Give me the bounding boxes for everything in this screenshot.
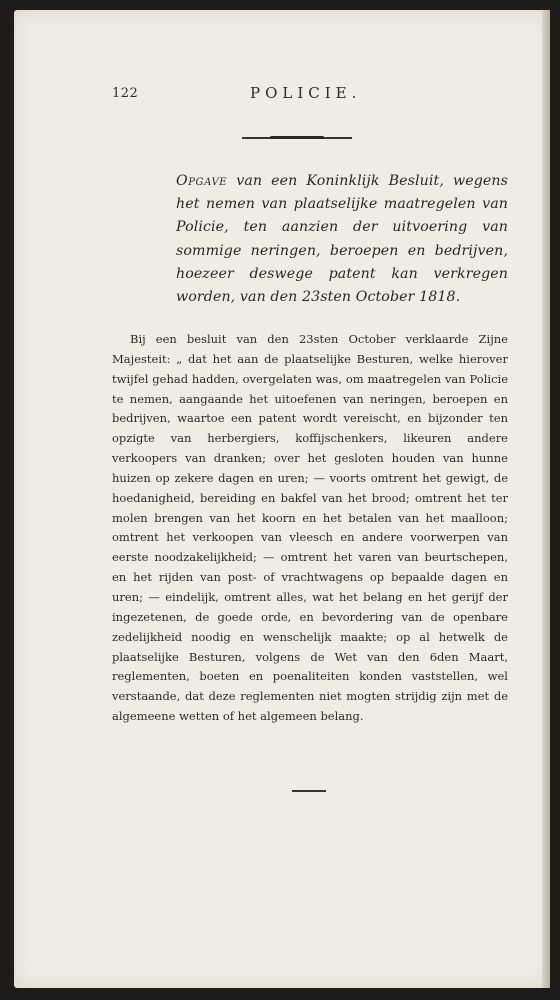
running-head: POLICIE.: [250, 84, 362, 102]
page-edge: [542, 10, 550, 988]
heading-lead-word: Opgave: [176, 173, 228, 189]
page-number: 122: [112, 86, 139, 101]
body-paragraph: Bij een besluit van den 23sten October verklaarde Zijne Majesteit: „ dat het aan de plaatselijke Besturen, welke hierover twijfel gehad hadden, overgelaten was, om maatregelen van Policie te nemen, aangaande het uitoefenen van neringen, beroepen en bedrijven, waartoe een patent wordt vereischt, en bijzonder ten opzigte van herbergiers, koffijschenkers, likeuren andere verkoopers van dranken; over het gesloten houden van hunne huizen op zekere dagen en uren; — voorts omtrent het gewigt, de hoedanigheid, bereiding en bakfel van het brood; omtrent het ter molen brengen van het koorn en het betalen van het maalloon; omtrent het verkoopen van vleesch en andere voorwerpen van eerste noodzakelijkheid; — omtrent het varen van beurtschepen, en het rijden van post- of vrachtwagens op bepaalde dagen en uren; — eindelijk, omtrent alles, wat het belang en het gerijf der ingezetenen, de goede orde, en bevordering van de openbare zedelijkheid noodig en wenschelijk maakte; op al hetwelk de plaatselijke Besturen, volgens de Wet van den 6den Maart, reglementen, boeten en poenaliteiten konden vaststellen, wel verstaande, dat deze reglementen niet mogten strijdig zijn met de algemeene wetten of het algemeen belang.: [112, 332, 508, 724]
section-heading: [176, 170, 508, 309]
closing-rule: [292, 790, 326, 792]
ornamental-rule: [242, 137, 352, 139]
heading-text: van een Koninklijk Besluit, wegens het nemen van plaatselijke maatregelen van Policie, ten aanzien der uitvoering van sommige neringen, beroepen en bedrijven, hoezeer deswege patent kan verkregen worden, van den 23sten October 1818.: [176, 173, 508, 306]
